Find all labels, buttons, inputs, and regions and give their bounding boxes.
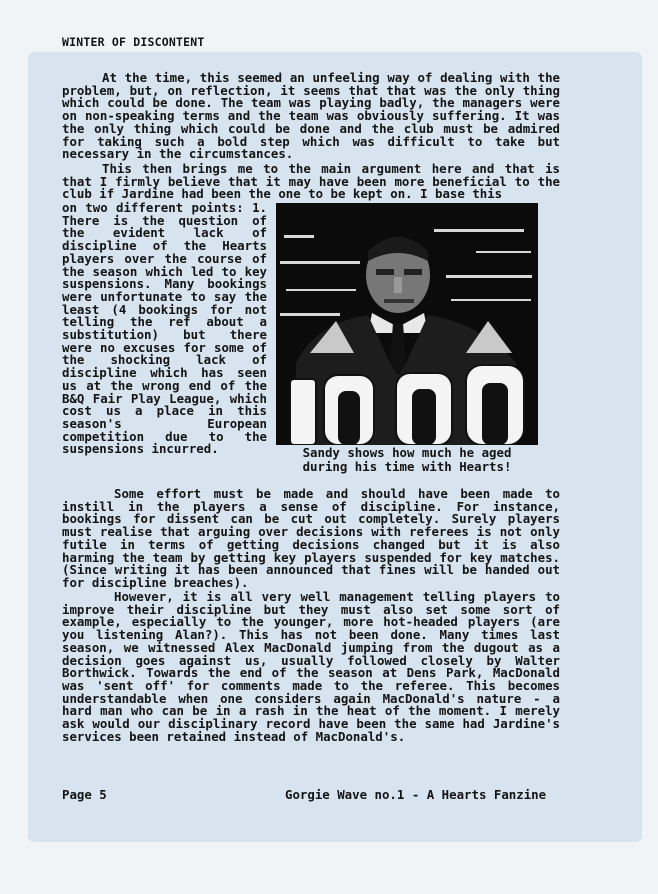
photo-illustration [276, 203, 538, 445]
running-title: WINTER OF DISCONTENT [62, 35, 205, 49]
article-paragraph-5: However, it is all very well management telling players to improve their discipline but they must also set some sort of example, especially to the younger, more hot-headed players (are you listening Alan?). This has not been done. Many times last season, we witnessed Alex MacDonald jumping from the dugout as a decision goes against us, usually followed closely by Walter Borthwick. Towards the end of the season at Dens Park, MacDonald was 'sent off' for comments made to the referee. This becomes understandable when one considers again MacDonald's nature - a hard man who can be in a rash in the heat of the moment. I merely ask would our disciplinary record have been the same had Jardine's services been retained instead of MacDonald's. [62, 589, 560, 744]
page-number: Page 5 [62, 787, 107, 802]
article-paragraph-2: This then brings me to the main argument here and that is that I firmly believe that it may have been more beneficial to the club if Jardine had been the one to be kept on. I base this [62, 161, 560, 202]
photo-caption [276, 446, 538, 473]
publication-title: Gorgie Wave no.1 - A Hearts Fanzine [285, 787, 547, 802]
article-paragraph-3: on two different points: 1. There is the question of the evident lack of discipline of the Hearts players over the course of the season which led to key suspensions. Many bookings were unfortunate to say the least (4 bookings for not telling the ref about a substitution) but there were no excuses for some of the shocking lack of discipline which has seen us at the wrong end of the B&Q Fair Play League, which cost us a place in this season's European competition due to the suspensions incurred. [62, 200, 267, 457]
article-paragraph-1: At the time, this seemed an unfeeling way of dealing with the problem, but, on reflection, it seems that that was the only thing which could be done. The team was playing badly, the managers were on non-speaking terms and the team was obviously suffering. It was the only thing which could be done and the club must be admired for taking such a bold step which was difficult to take but necessary in the circumstances. [62, 70, 560, 162]
article-paragraph-4: Some effort must be made and should have been made to instill in the players a sense of discipline. For instance, bookings for dissent can be cut out completely. Surely players must realise that arguing over decisions with referees is not only futile in terms of getting decisions changed but it is also harming the team by getting key players suspended for key matches. (Since writing it has been announced that fines will be handed out for discipline breaches). [62, 486, 560, 590]
photo [276, 203, 538, 445]
caption-line-1: Sandy shows how much he aged [302, 445, 512, 460]
caption-line-2: during his time with Hearts! [302, 458, 512, 474]
